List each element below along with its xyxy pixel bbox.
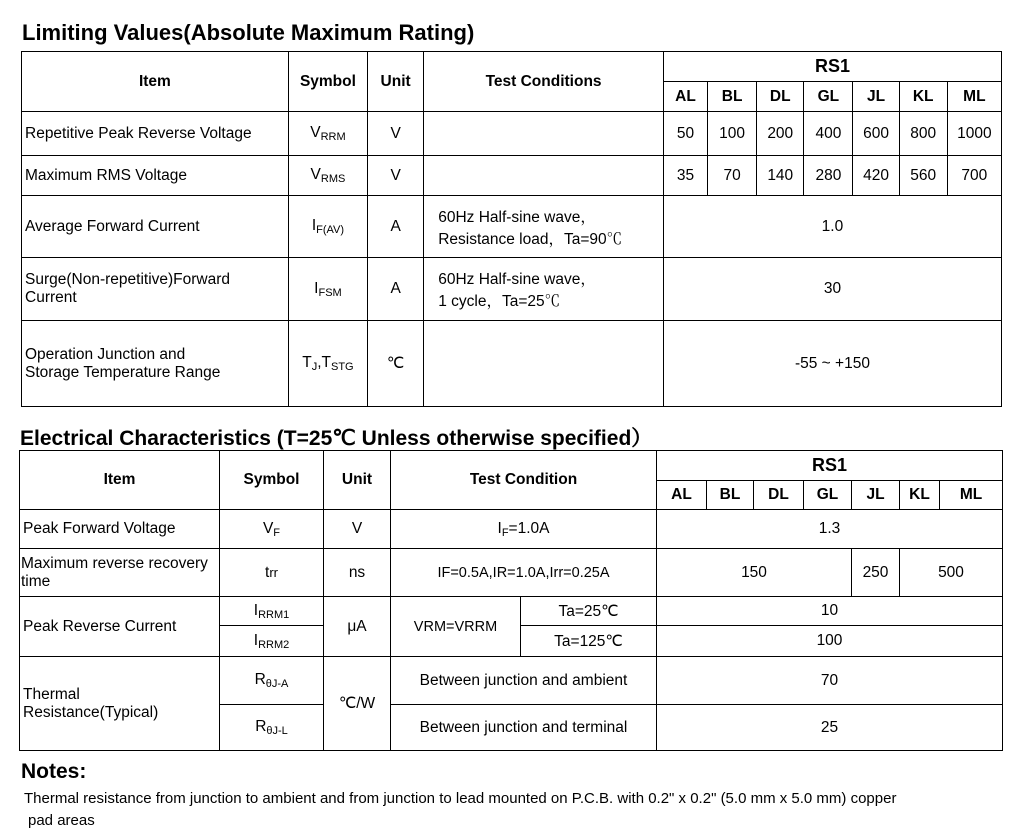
variant-header: DL [757,82,804,112]
value-cell: 250 [852,549,900,597]
variant-header: AL [657,481,707,510]
table-row [22,156,1002,196]
value-cell: 1.0 [663,196,1001,258]
param-name: Operation Junction and Storage Temperature Range [22,321,289,407]
variant-header: GL [804,481,852,510]
table-row [20,549,1003,597]
param-symbol: $R_{\theta J-L}$ [220,705,324,751]
header-item: Item [22,52,289,112]
value-cell: 500 [900,549,1003,597]
param-unit: V [368,112,424,156]
param-name: Average Forward Current [22,196,289,258]
temperature-condition: Ta=25℃ [521,597,657,626]
value-cell: 420 [853,156,899,196]
value-cell: 100 [708,112,757,156]
variant-header: DL [754,481,804,510]
test-condition: 60Hz Half-sine wave， 1 cycle，Ta=25℃ [424,258,664,321]
variant-header: AL [663,82,707,112]
param-symbol: $V_F$ [220,510,324,549]
header-test-condition: Test Condition [391,451,657,510]
param-symbol: $T_J,T_{STG}$ [288,321,367,407]
variant-header: BL [707,481,754,510]
param-name: Maximum reverse recovery time [20,549,220,597]
param-unit: ns [324,549,391,597]
electrical-characteristics-title: Electrical Characteristics (T=25℃ Unless otherwise specified） [20,427,653,450]
header-test-conditions: Test Conditions [424,52,664,112]
test-condition: 60Hz Half-sine wave， Resistance load，Ta=90℃ [424,196,664,258]
param-unit: V [324,510,391,549]
electrical-characteristics-table [19,450,1003,751]
test-condition [424,112,664,156]
value-cell: 150 [657,549,852,597]
value-cell: -55 ~ +150 [663,321,1001,407]
temperature-condition: Ta=125℃ [521,626,657,657]
table-row [22,196,1002,258]
value-cell: 30 [663,258,1001,321]
param-name: Maximum RMS Voltage [22,156,289,196]
test-condition [424,156,664,196]
param-unit: μA [324,597,391,657]
table-row [22,112,1002,156]
test-condition: $I_F=1.0A$ [391,510,657,549]
value-cell: 600 [853,112,899,156]
variant-header: ML [940,481,1003,510]
header-part-number: RS1 [657,451,1003,481]
header-item: Item [20,451,220,510]
value-cell: 200 [757,112,804,156]
header-unit: Unit [324,451,391,510]
value-cell: 10 [657,597,1003,626]
table-row [22,321,1002,407]
limiting-values-table [21,51,1002,407]
table-row [20,597,1003,626]
value-cell: 700 [947,156,1001,196]
header-part-number: RS1 [663,52,1001,82]
value-cell: 800 [899,112,947,156]
variant-header: BL [708,82,757,112]
value-cell: 25 [657,705,1003,751]
param-symbol: $I_{RRM2}$ [220,626,324,657]
param-unit: A [368,258,424,321]
value-cell: 70 [657,657,1003,705]
notes-text-line-1: Thermal resistance from junction to ambient and from junction to lead mounted on P.C.B. with 0.2" x 0.2" (5.0 mm x 5.0 mm) copper [24,790,897,807]
value-cell: 400 [804,112,853,156]
param-unit: A [368,196,424,258]
param-symbol: $R_{\theta J-A}$ [220,657,324,705]
limiting-values-title: Limiting Values(Absolute Maximum Rating) [22,20,475,45]
variant-header: KL [900,481,940,510]
param-name: Peak Reverse Current [20,597,220,657]
test-condition [424,321,664,407]
value-cell: 140 [757,156,804,196]
value-cell: 560 [899,156,947,196]
value-cell: 1000 [947,112,1001,156]
value-cell: 1.3 [657,510,1003,549]
param-symbol: trr [220,549,324,597]
variant-header: KL [899,82,947,112]
table-row [20,657,1003,705]
value-cell: 70 [708,156,757,196]
param-name: Thermal Resistance(Typical) [20,657,220,751]
param-name: Peak Forward Voltage [20,510,220,549]
header-symbol: Symbol [220,451,324,510]
table-row [22,258,1002,321]
param-name: Surge(Non-repetitive)Forward Current [22,258,289,321]
param-symbol: $V_{RMS}$ [288,156,367,196]
table-row [20,510,1003,549]
header-symbol: Symbol [288,52,367,112]
value-cell: 100 [657,626,1003,657]
param-symbol: $I_{FSM}$ [288,258,367,321]
param-unit: ℃/W [324,657,391,751]
param-unit: ℃ [368,321,424,407]
variant-header: ML [947,82,1001,112]
param-symbol: $V_{RRM}$ [288,112,367,156]
value-cell: 280 [804,156,853,196]
variant-header: JL [852,481,900,510]
test-condition: Between junction and ambient [391,657,657,705]
param-name: Repetitive Peak Reverse Voltage [22,112,289,156]
test-condition: VRM=VRRM [391,597,521,657]
notes-title: Notes: [21,760,87,783]
variant-header: JL [853,82,899,112]
param-symbol: $I_{F(AV)}$ [288,196,367,258]
param-unit: V [368,156,424,196]
test-condition: IF=0.5A,IR=1.0A,Irr=0.25A [391,549,657,597]
test-condition: Between junction and terminal [391,705,657,751]
header-unit: Unit [368,52,424,112]
value-cell: 35 [663,156,707,196]
variant-header: GL [804,82,853,112]
param-symbol: $I_{RRM1}$ [220,597,324,626]
notes-text-line-2: pad areas [28,812,95,829]
value-cell: 50 [663,112,707,156]
